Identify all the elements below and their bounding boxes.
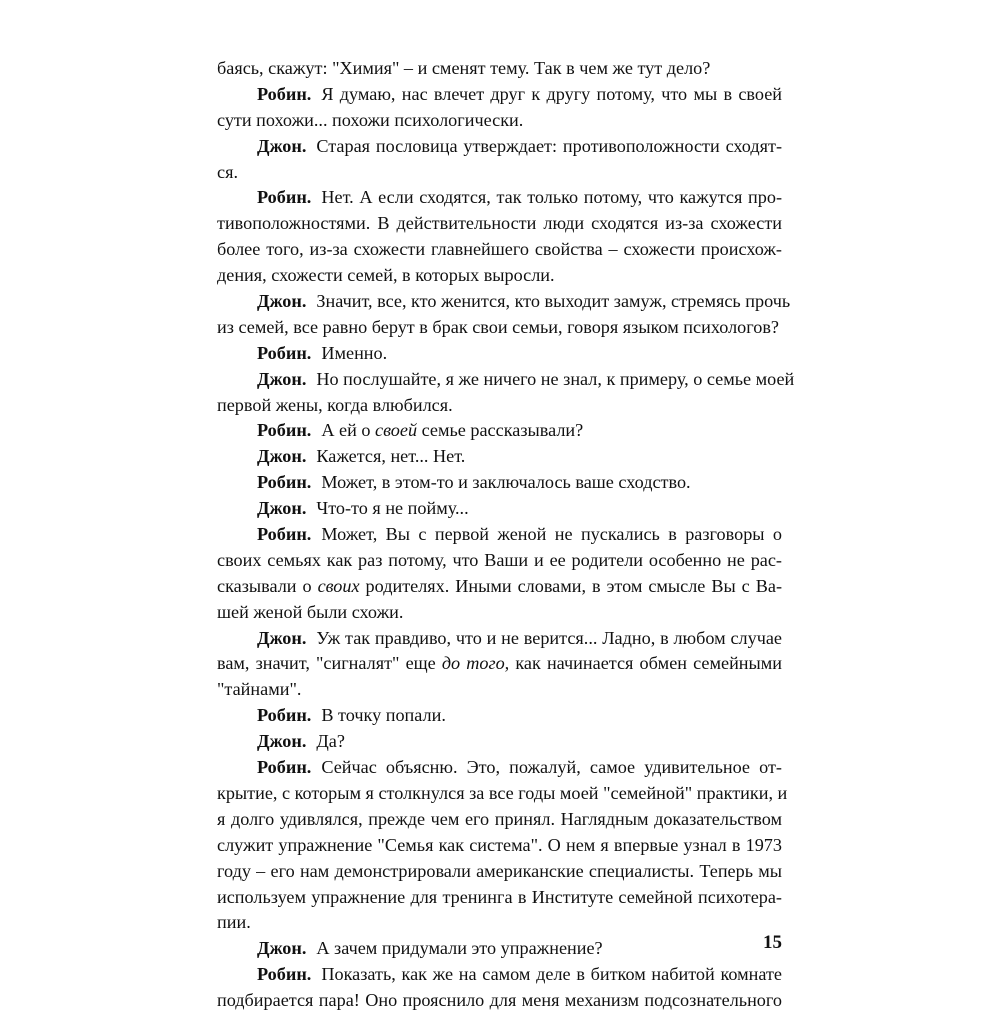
line-text: Именно. [321,342,388,363]
line-text: А ей о [321,420,376,441]
line-text: тивоположностями. В действительности люди сходятся из-за схожести [217,213,782,234]
emphasis-text: до того, [441,653,510,674]
text-line [217,237,782,263]
speaker-name: Робин. [257,757,312,778]
speaker-name: Джон. [257,135,307,156]
text-line [217,651,782,677]
dialogue-line [217,729,782,755]
text-line [217,548,782,574]
line-text: своих семьях как раз потому, что Ваши и ее родители особенно не рас- [217,549,782,570]
speaker-name: Робин. [257,472,312,493]
line-text: баясь, скажут: "Химия" – и сменят тему. Так в чем же тут дело? [217,58,711,78]
dialogue-line [217,936,782,962]
line-text: служит упражнение "Семья как система". О нем я впервые узнал в 1973 [217,834,782,855]
speaker-name: Джон. [257,498,307,519]
text-line [217,160,782,186]
line-text: Уж так правдиво, что и не верится... Ладно, в любом случае [316,627,782,648]
text-line [217,885,782,911]
line-text: Значит, все, кто женится, кто выходит замуж, стремясь прочь [316,291,791,312]
speaker-name: Робин. [257,83,312,104]
text-line [217,393,782,419]
dialogue-line [217,755,782,781]
line-text: более того, из-за схожести главнейшего свойства – схожести происхож- [217,239,782,260]
dialogue-line [217,367,795,393]
page-text [217,56,795,1014]
text-line [217,859,782,885]
dialogue-line [217,418,782,444]
speaker-name: Джон. [257,291,307,312]
speaker-name: Джон. [257,368,307,389]
line-text: А зачем придумали это упражнение? [316,938,603,959]
line-text: Я думаю, нас влечет друг к другу потому, что мы в своей [321,83,782,104]
line-text: первой жены, когда влюбился. [217,394,453,415]
line-text: Нет. А если сходятся, так только потому, что кажутся про- [321,187,782,208]
line-text: сказывали о [217,575,318,596]
line-text: используем упражнение для тренинга в Институте семейной психотера- [217,886,782,907]
text-line [217,56,782,82]
speaker-name: Джон. [257,731,307,752]
dialogue-line [217,341,782,367]
dialogue-line [217,444,782,470]
line-text: В точку попали. [321,705,446,726]
emphasis-text: своих [317,575,360,596]
dialogue-line [217,82,782,108]
line-text: вам, значит, "сигналят" еще [217,653,442,674]
line-text: я долго удивлялся, прежде чем его принял. Наглядным доказательством [217,808,782,829]
line-text: Да? [316,731,345,752]
dialogue-line [217,962,782,988]
line-text: Сейчас объясню. Это, пожалуй, самое удивительное от- [321,757,782,778]
text-line [217,677,782,703]
speaker-name: Робин. [257,187,312,208]
line-text: родителях. Иными словами, в этом смысле Вы с Ва- [365,575,782,596]
line-text: Старая пословица утверждает: противоположности сходят- [316,135,782,156]
text-line [217,108,782,134]
speaker-name: Робин. [257,342,312,363]
line-text: Может, в этом-то и заключалось ваше сходство. [321,472,691,493]
line-text: как начинается обмен семейными [515,653,782,674]
dialogue-line [217,522,782,548]
line-text: ся. [217,161,238,182]
emphasis-text: своей [375,420,418,441]
dialogue-line [217,470,782,496]
text-line [217,574,782,600]
speaker-name: Джон. [257,627,307,648]
line-text: Может, Вы с первой женой не пускались в разговоры о [321,524,782,545]
text-line [217,211,782,237]
line-text: году – его нам демонстрировали американские специалисты. Теперь мы [217,860,782,881]
line-text: Показать, как же на самом деле в битком набитой комнате [321,964,782,985]
speaker-name: Джон. [257,938,307,959]
line-text: "тайнами". [217,679,302,700]
text-line [217,315,782,341]
dialogue-line [217,289,791,315]
dialogue-line [217,134,782,160]
line-text: семье рассказывали? [421,420,584,441]
line-text: Но послушайте, я же ничего не знал, к примеру, о семье моей [316,368,795,389]
dialogue-line [217,703,782,729]
line-text: пии. [217,912,251,933]
line-text: дения, схожести семей, в которых выросли. [217,265,555,286]
dialogue-line [217,496,782,522]
line-text: из семей, все равно берут в брак свои семьи, говоря языком психологов? [217,316,780,337]
text-line [217,600,782,626]
speaker-name: Джон. [257,446,307,467]
text-line [217,833,782,859]
dialogue-line [217,185,782,211]
text-line [217,263,782,289]
text-line [217,781,788,807]
speaker-name: Робин. [257,964,312,985]
line-text: шей женой были схожи. [217,601,404,622]
dialogue-line [217,626,782,652]
speaker-name: Робин. [257,705,312,726]
line-text: подбирается пара! Оно прояснило для меня механизм подсознательного [217,990,782,1011]
speaker-name: Робин. [257,420,312,441]
line-text: Кажется, нет... Нет. [316,446,466,467]
line-text: крытие, с которым я столкнулся за все годы моей "семейной" практики, и [217,782,788,803]
page-number: 15 [763,932,782,953]
speaker-name: Робин. [257,524,312,545]
line-text: Что-то я не пойму... [316,498,469,519]
line-text: сути похожи... похожи психологически. [217,109,524,130]
text-line [217,807,782,833]
text-line [217,988,782,1014]
text-line [217,910,782,936]
